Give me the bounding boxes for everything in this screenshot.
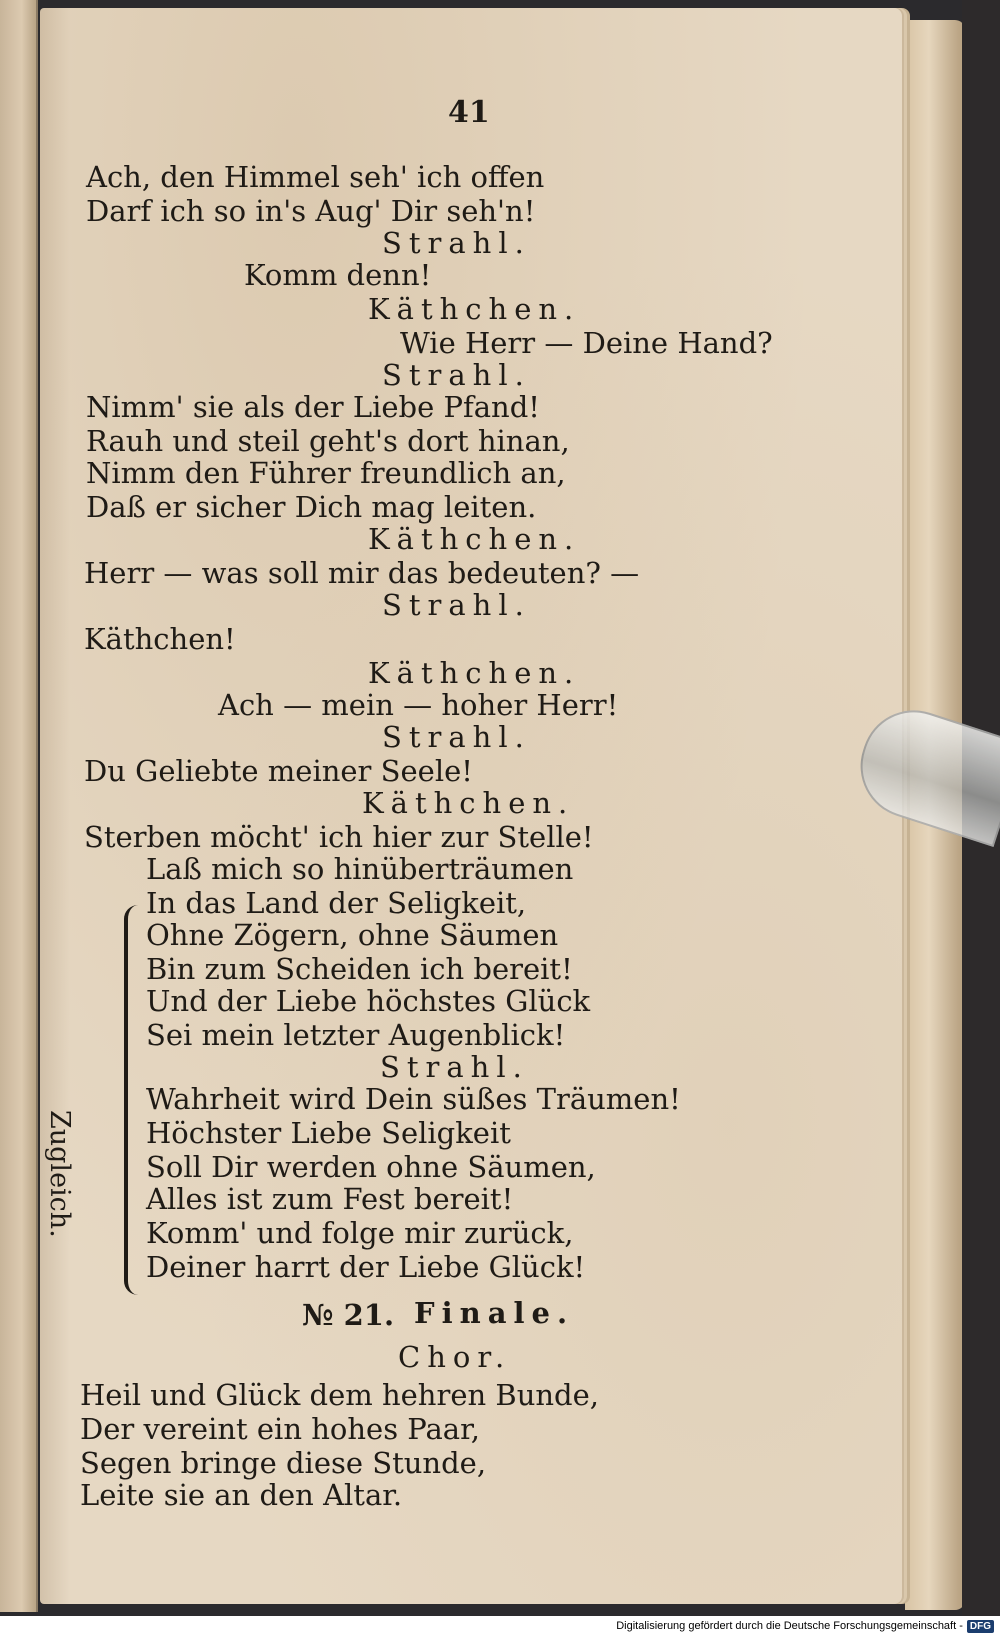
- verse-line: Deiner harrt der Liebe Glück!: [146, 1250, 586, 1284]
- verse-line: Du Geliebte meiner Seele!: [84, 754, 473, 788]
- verse-line: Segen bringe diese Stunde,: [80, 1446, 487, 1480]
- verse-line: Und der Liebe höchstes Glück: [146, 984, 591, 1018]
- verse-line: Käthchen!: [84, 622, 236, 656]
- verse-line: Leite sie an den Altar.: [80, 1478, 403, 1512]
- verse-line: Höchster Liebe Seligkeit: [146, 1116, 511, 1150]
- left-page-edge: [0, 0, 38, 1612]
- verse-line: Heil und Glück dem hehren Bunde,: [80, 1378, 599, 1412]
- verse-line: Ach, den Himmel seh' ich offen: [86, 160, 545, 194]
- section-subheading: Chor.: [398, 1340, 512, 1374]
- dfg-logo-icon: DFG: [967, 1620, 994, 1633]
- speaker-name: Käthchen.: [368, 656, 581, 690]
- verse-line: Der vereint ein hohes Paar,: [80, 1412, 480, 1446]
- brace-label: Zugleich.: [44, 1110, 75, 1238]
- speaker-name: Strahl.: [380, 1050, 529, 1084]
- verse-line: Soll Dir werden ohne Säumen,: [146, 1150, 596, 1184]
- curly-brace: [124, 905, 142, 1295]
- page-number: 41: [448, 95, 490, 130]
- verse-line: Komm' und folge mir zurück,: [146, 1216, 574, 1250]
- speaker-name: Käthchen.: [368, 292, 581, 326]
- digitization-footer: [0, 1616, 1000, 1636]
- speaker-name: Strahl.: [382, 720, 531, 754]
- verse-line: Darf ich so in's Aug' Dir seh'n!: [86, 194, 536, 228]
- section-title: Finale.: [414, 1296, 575, 1330]
- verse-line: Wie Herr — Deine Hand?: [400, 326, 773, 360]
- funding-credit: Digitalisierung gefördert durch die Deutsche Forschungsgemeinschaft -: [616, 1620, 963, 1632]
- section-number: № 21.: [302, 1298, 395, 1332]
- verse-line: Wahrheit wird Dein süßes Träumen!: [146, 1082, 681, 1116]
- verse-line: Daß er sicher Dich mag leiten.: [86, 490, 537, 524]
- verse-line: Ohne Zögern, ohne Säumen: [146, 918, 559, 952]
- verse-line: Rauh und steil geht's dort hinan,: [86, 424, 570, 458]
- verse-line: Sterben möcht' ich hier zur Stelle!: [84, 820, 594, 854]
- verse-line: Nimm' sie als der Liebe Pfand!: [86, 390, 540, 424]
- verse-line: Alles ist zum Fest bereit!: [146, 1182, 514, 1216]
- speaker-name: Käthchen.: [368, 522, 581, 556]
- speaker-name: Strahl.: [382, 226, 531, 260]
- verse-line: Komm denn!: [244, 258, 432, 292]
- verse-line: In das Land der Seligkeit,: [146, 886, 527, 920]
- verse-line: Nimm den Führer freundlich an,: [86, 456, 566, 490]
- verse-line: Herr — was soll mir das bedeuten? —: [84, 556, 640, 590]
- verse-line: Sei mein letzter Augenblick!: [146, 1018, 566, 1052]
- verse-line: Ach — mein — hoher Herr!: [218, 688, 619, 722]
- verse-line: Bin zum Scheiden ich bereit!: [146, 952, 573, 986]
- speaker-name: Strahl.: [382, 588, 531, 622]
- speaker-name: Käthchen.: [362, 786, 575, 820]
- speaker-name: Strahl.: [382, 358, 531, 392]
- verse-line: Laß mich so hinüberträumen: [146, 852, 574, 886]
